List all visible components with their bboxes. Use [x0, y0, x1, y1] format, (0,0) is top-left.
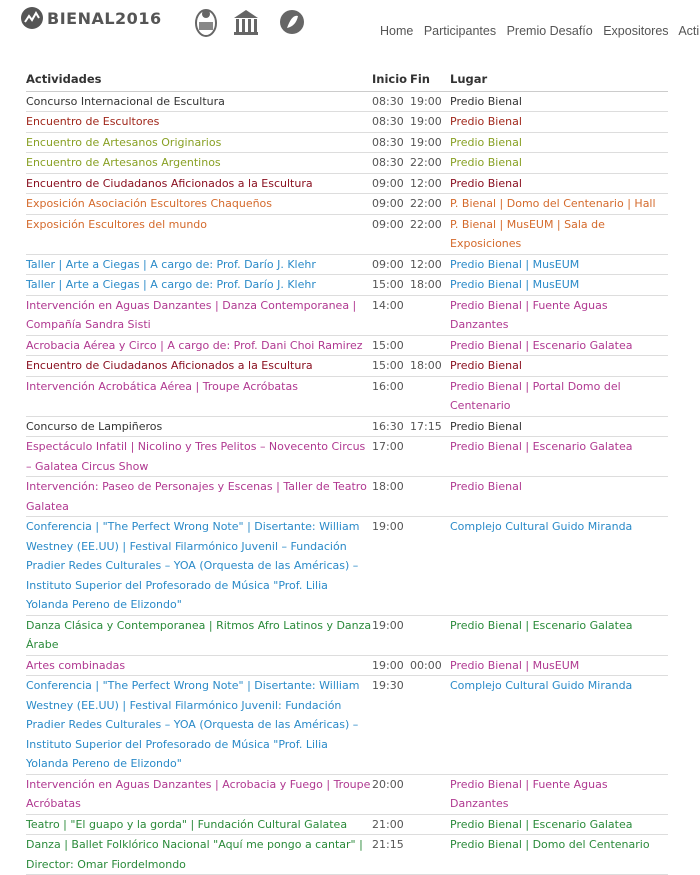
start-time-cell: 08:30 [372, 91, 410, 112]
end-time-cell: 18:00 [410, 356, 450, 377]
location-cell: Predio Bienal | MusEUM [450, 655, 668, 676]
end-time-cell: 19:00 [410, 91, 450, 112]
leaf-badge-icon[interactable] [278, 6, 306, 38]
activity-cell: Conferencia | "The Perfect Wrong Note" | Disertante: William Westney (EE.UU) | Festival Filarmónico Juvenil: Fundación Pradier Redes Culturales – YOA (Orquesta de las Américas) – Instituto Superior del Profesorado de Música "Prof. Lilia Yolanda Pereno de Elizondo" [26, 676, 372, 775]
activity-cell: Encuentro de Artesanos Originarios [26, 132, 372, 153]
activity-cell: Encuentro de Ciudadanos Aficionados a la Escultura [26, 173, 372, 194]
table-row [26, 835, 668, 875]
end-time-cell [410, 376, 450, 416]
start-time-cell: 19:00 [372, 615, 410, 655]
location-cell: Predio Bienal [450, 477, 668, 517]
table-row [26, 295, 668, 335]
activity-cell: Concurso Internacional de Escultura [26, 91, 372, 112]
table-row [26, 517, 668, 616]
activity-cell: Espectáculo Infatil | Nicolino y Tres Pelitos – Novecento Circus – Galatea Circus Show [26, 437, 372, 477]
start-time-cell: 15:00 [372, 275, 410, 296]
location-cell: Predio Bienal | MusEUM [450, 254, 668, 275]
location-cell: Predio Bienal [450, 416, 668, 437]
location-cell: Complejo Cultural Guido Miranda [450, 676, 668, 775]
start-time-cell: 15:00 [372, 335, 410, 356]
start-time-cell: 19:00 [372, 655, 410, 676]
location-cell: Predio Bienal | Escenario Galatea [450, 814, 668, 835]
location-cell: Predio Bienal | MusEUM [450, 275, 668, 296]
activity-cell: Danza | Ballet Folklórico Nacional "Aquí me pongo a cantar" | Director: Omar Fiordelmondo [26, 835, 372, 875]
activity-cell: Artes combinadas [26, 655, 372, 676]
location-cell: Predio Bienal | Domo del Centenario [450, 835, 668, 875]
start-time-cell: 16:30 [372, 416, 410, 437]
nav-actividades[interactable]: Acti [678, 24, 700, 38]
table-row [26, 615, 668, 655]
start-time-cell: 17:00 [372, 437, 410, 477]
activity-cell: Exposición Escultores del mundo [26, 214, 372, 254]
start-time-cell: 16:00 [372, 376, 410, 416]
header-fin: Fin [410, 70, 450, 91]
start-time-cell: 08:30 [372, 132, 410, 153]
end-time-cell: 22:00 [410, 153, 450, 174]
site-logo[interactable] [20, 6, 162, 30]
nav-participantes[interactable]: Participantes [423, 24, 497, 38]
table-row [26, 254, 668, 275]
location-cell: Predio Bienal [450, 356, 668, 377]
location-cell: Predio Bienal [450, 173, 668, 194]
table-row [26, 376, 668, 416]
activity-cell: Intervención en Aguas Danzantes | Acrobacia y Fuego | Troupe Acróbatas [26, 774, 372, 814]
location-cell: Predio Bienal | Fuente Aguas Danzantes [450, 774, 668, 814]
location-cell: Predio Bienal [450, 91, 668, 112]
end-time-cell: 22:00 [410, 194, 450, 215]
location-cell: P. Bienal | MusEUM | Sala de Exposiciones [450, 214, 668, 254]
logo-text: BIENAL2016 [47, 8, 162, 28]
activity-cell: Intervención en Aguas Danzantes | Danza Contemporanea | Compañía Sandra Sisti [26, 295, 372, 335]
location-cell: Predio Bienal | Escenario Galatea [450, 437, 668, 477]
site-header [0, 0, 700, 50]
end-time-cell: 12:00 [410, 173, 450, 194]
end-time-cell [410, 814, 450, 835]
table-row [26, 91, 668, 112]
location-cell: Predio Bienal [450, 153, 668, 174]
activity-cell: Danza Clásica y Contemporanea | Ritmos Afro Latinos y Danza Árabe [26, 615, 372, 655]
end-time-cell: 00:00 [410, 655, 450, 676]
end-time-cell [410, 517, 450, 616]
start-time-cell: 20:00 [372, 774, 410, 814]
activity-cell: Taller | Arte a Ciegas | A cargo de: Prof. Darío J. Klehr [26, 254, 372, 275]
unesco-temple-icon[interactable] [232, 6, 260, 38]
location-cell: Predio Bienal | Portal Domo del Centenario [450, 376, 668, 416]
location-cell: P. Bienal | Domo del Centenario | Hall [450, 194, 668, 215]
end-time-cell [410, 774, 450, 814]
activity-cell: Intervención Acrobática Aérea | Troupe Acróbatas [26, 376, 372, 416]
end-time-cell [410, 295, 450, 335]
activity-cell: Concurso de Lampiñeros [26, 416, 372, 437]
end-time-cell: 19:00 [410, 112, 450, 133]
argentina-shield-icon[interactable] [192, 6, 220, 38]
activity-cell: Teatro | "El guapo y la gorda" | Fundación Cultural Galatea [26, 814, 372, 835]
activity-cell: Acrobacia Aérea y Circo | A cargo de: Prof. Dani Choi Ramirez [26, 335, 372, 356]
location-cell: Predio Bienal | Escenario Galatea [450, 615, 668, 655]
end-time-cell [410, 437, 450, 477]
end-time-cell [410, 835, 450, 875]
activity-cell: Encuentro de Artesanos Argentinos [26, 153, 372, 174]
activity-cell: Encuentro de Escultores [26, 112, 372, 133]
start-time-cell: 21:00 [372, 814, 410, 835]
bienal-logo-icon [20, 6, 44, 30]
table-row [26, 437, 668, 477]
activities-table [26, 70, 668, 875]
header-actividades: Actividades [26, 70, 372, 91]
header-inicio: Inicio [372, 70, 410, 91]
end-time-cell [410, 615, 450, 655]
activity-cell: Exposición Asociación Escultores Chaqueños [26, 194, 372, 215]
end-time-cell [410, 676, 450, 775]
table-row [26, 814, 668, 835]
end-time-cell [410, 335, 450, 356]
table-row [26, 214, 668, 254]
end-time-cell: 12:00 [410, 254, 450, 275]
start-time-cell: 08:30 [372, 153, 410, 174]
start-time-cell: 09:00 [372, 173, 410, 194]
table-row [26, 194, 668, 215]
start-time-cell: 09:00 [372, 214, 410, 254]
activity-cell: Taller | Arte a Ciegas | A cargo de: Prof. Darío J. Klehr [26, 275, 372, 296]
location-cell: Complejo Cultural Guido Miranda [450, 517, 668, 616]
location-cell: Predio Bienal | Escenario Galatea [450, 335, 668, 356]
table-row [26, 416, 668, 437]
start-time-cell: 14:00 [372, 295, 410, 335]
location-cell: Predio Bienal | Fuente Aguas Danzantes [450, 295, 668, 335]
nav-premio-desafio[interactable]: Premio Desafío [506, 24, 593, 38]
table-row [26, 153, 668, 174]
table-row [26, 356, 668, 377]
start-time-cell: 21:15 [372, 835, 410, 875]
table-row [26, 477, 668, 517]
location-cell: Predio Bienal [450, 112, 668, 133]
header-lugar: Lugar [450, 70, 668, 91]
table-row [26, 774, 668, 814]
table-row [26, 275, 668, 296]
start-time-cell: 08:30 [372, 112, 410, 133]
start-time-cell: 09:00 [372, 194, 410, 215]
start-time-cell: 15:00 [372, 356, 410, 377]
activity-cell: Conferencia | "The Perfect Wrong Note" | Disertante: William Westney (EE.UU) | Festival Filarmónico Juvenil – Fundación Pradier Redes Culturales – YOA (Orquesta de las Américas) – Instituto Superior del Profesorado de Música "Prof. Lilia Yolanda Pereno de Elizondo" [26, 517, 372, 616]
activity-cell: Intervención: Paseo de Personajes y Escenas | Taller de Teatro Galatea [26, 477, 372, 517]
start-time-cell: 19:30 [372, 676, 410, 775]
start-time-cell: 09:00 [372, 254, 410, 275]
table-row [26, 112, 668, 133]
end-time-cell: 17:15 [410, 416, 450, 437]
table-row [26, 173, 668, 194]
table-row [26, 676, 668, 775]
location-cell: Predio Bienal [450, 132, 668, 153]
end-time-cell: 22:00 [410, 214, 450, 254]
end-time-cell: 18:00 [410, 275, 450, 296]
nav-expositores[interactable]: Expositores [603, 24, 669, 38]
nav-home[interactable]: Home [380, 24, 414, 38]
table-row [26, 132, 668, 153]
start-time-cell: 18:00 [372, 477, 410, 517]
main-nav [380, 24, 700, 38]
end-time-cell: 19:00 [410, 132, 450, 153]
end-time-cell [410, 477, 450, 517]
table-header-row [26, 70, 668, 91]
table-row [26, 335, 668, 356]
start-time-cell: 19:00 [372, 517, 410, 616]
activity-cell: Encuentro de Ciudadanos Aficionados a la Escultura [26, 356, 372, 377]
table-row [26, 655, 668, 676]
